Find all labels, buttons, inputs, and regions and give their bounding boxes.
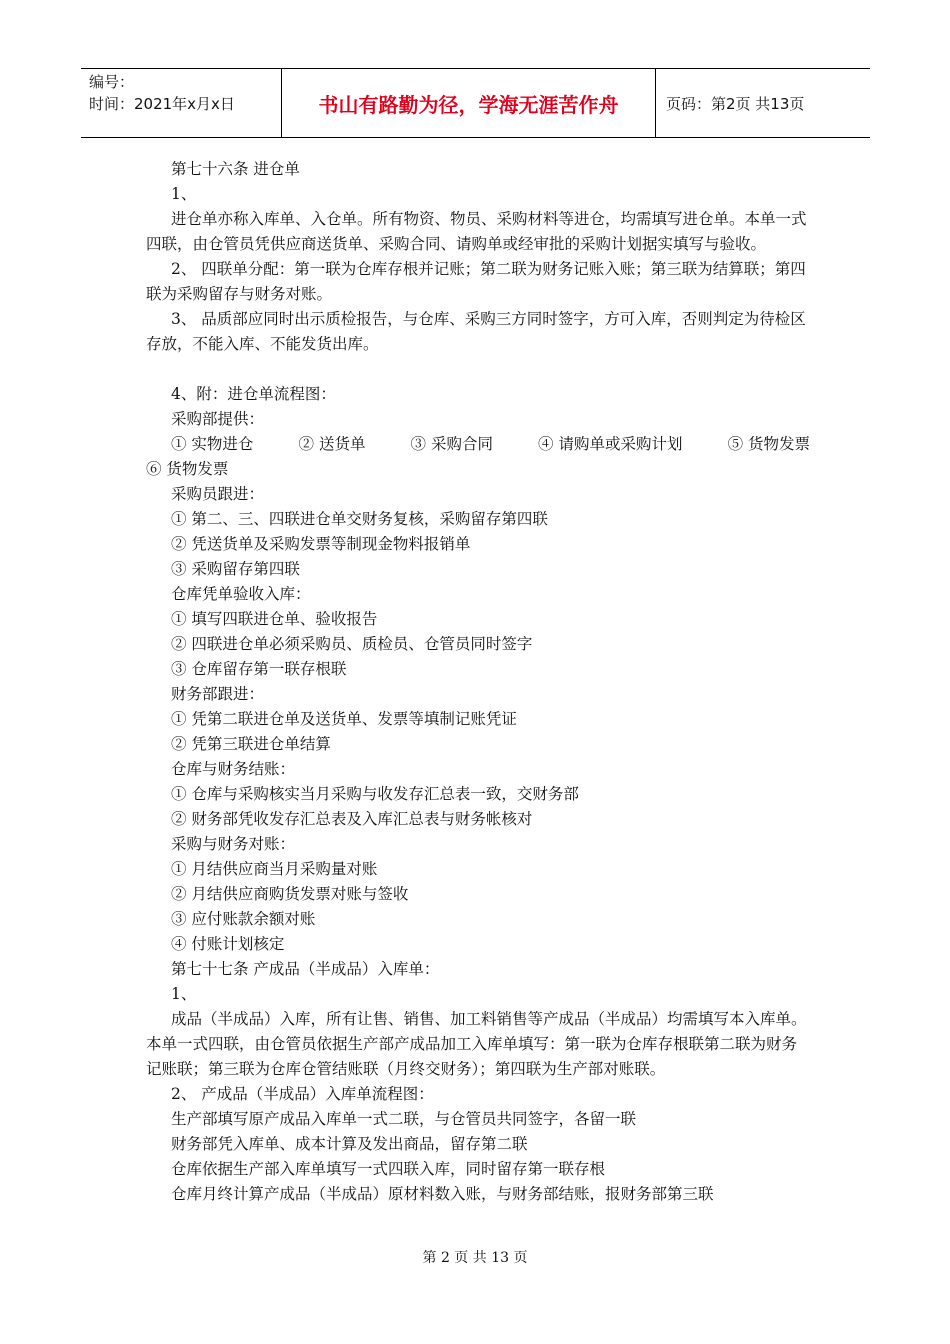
list-item: ② 凭第三联进仓单结算: [171, 735, 331, 753]
list-item: ⑤ 货物发票: [727, 435, 810, 453]
article-76-item-1-number: 1、: [171, 185, 197, 203]
header-meta: [81, 69, 282, 137]
list-item: ⑥ 货物发票: [146, 460, 229, 478]
purchase-finance-reconcile-heading: 采购与财务对账：: [171, 835, 296, 853]
article-77-item-2: 2、 产成品（半成品）入库单流程图：: [171, 1085, 434, 1103]
list-item: ② 送货单: [298, 435, 366, 453]
list-item: ③ 采购留存第四联: [171, 560, 300, 578]
list-item: ① 第二、三、四联进仓单交财务复核，采购留存第四联: [171, 510, 548, 528]
list-item: ④ 请购单或采购计划: [538, 435, 683, 453]
list-item: ③ 应付账款余额对账: [171, 910, 316, 928]
list-item: ② 月结供应商购货发票对账与签收: [171, 885, 409, 903]
document-number-label: 编号：: [89, 73, 135, 91]
list-item: ① 实物进仓: [171, 435, 254, 453]
list-item: 仓库月终计算产成品（半成品）原材料数入账，与财务部结账，报财务部第三联: [171, 1185, 714, 1203]
list-item: 仓库依据生产部入库单填写一式四联入库，同时留存第一联存根: [171, 1160, 606, 1178]
list-item: ① 填写四联进仓单、验收报告: [171, 610, 378, 628]
article-77-item-1-number: 1、: [171, 985, 197, 1003]
list-item: ④ 付账计划核定: [171, 935, 285, 953]
list-item: ③ 仓库留存第一联存根联: [171, 660, 347, 678]
warehouse-receive-heading: 仓库凭单验收入库：: [171, 585, 311, 603]
list-item: 生产部填写原产成品入库单一式二联，与仓管员共同签字，各留一联: [171, 1110, 637, 1128]
article-76-item-1: 进仓单亦称入库单、入仓单。所有物资、物员、采购材料等进仓，均需填写进仓单。本单一式四联，由仓管员凭供应商送货单、采购合同、请购单或经审批的采购计划据实填写与验收。: [146, 210, 807, 253]
article-76-title: 第七十六条 进仓单: [171, 160, 300, 178]
page-header: [81, 68, 870, 138]
article-76-item-3: 3、 品质部应同时出示质检报告，与仓库、采购三方同时签字，方可入库，否则判定为待检区存放，不能入库、不能发货出库。: [146, 310, 806, 353]
article-76-item-2: 2、 四联单分配：第一联为仓库存根并记账；第二联为财务记账入账；第三联为结算联；第四联为采购留存与财务对账。: [146, 260, 806, 303]
article-77-item-1: 成品（半成品）入库，所有让售、销售、加工料销售等产成品（半成品）均需填写本入库单。本单一式四联，由仓管员依据生产部产成品加工入库单填写：第一联为仓库存根联第二联为财务记账联；第三联为仓库仓管结账联（月终交财务）；第四联为生产部对账联。: [146, 1010, 807, 1078]
article-76-item-4: 4、附：进仓单流程图：: [171, 385, 336, 403]
article-77-title: 第七十七条 产成品（半成品）入库单：: [171, 960, 440, 978]
list-item: ① 月结供应商当月采购量对账: [171, 860, 378, 878]
header-page-info: 页码：第2页 共13页: [666, 94, 805, 113]
list-item: ③ 采购合同: [410, 435, 493, 453]
list-item: ② 凭送货单及采购发票等制现金物料报销单: [171, 535, 471, 553]
list-item: ① 凭第二联进仓单及送货单、发票等填制记账凭证: [171, 710, 517, 728]
provide-items-row: [146, 432, 810, 457]
list-item: ① 仓库与采购核实当月采购与收发存汇总表一致，交财务部: [171, 785, 579, 803]
purchase-dept-heading: 采购部提供：: [171, 410, 265, 428]
document-body: [146, 157, 810, 1207]
finance-follow-heading: 财务部跟进：: [171, 685, 265, 703]
list-item: ② 四联进仓单必须采购员、质检员、仓管员同时签字: [171, 635, 533, 653]
list-item: 财务部凭入库单、成本计算及发出商品，留存第二联: [171, 1135, 528, 1153]
list-item: ② 财务部凭收发存汇总表及入库汇总表与财务帐核对: [171, 810, 533, 828]
header-motto: 书山有路勤为径，学海无涯苦作舟: [282, 69, 656, 137]
buyer-follow-heading: 采购员跟进：: [171, 485, 265, 503]
document-time-label: 时间：2021年x月x日: [89, 95, 235, 113]
warehouse-finance-settle-heading: 仓库与财务结账：: [171, 760, 296, 778]
page-footer: 第 2 页 共 13 页: [422, 1250, 528, 1266]
